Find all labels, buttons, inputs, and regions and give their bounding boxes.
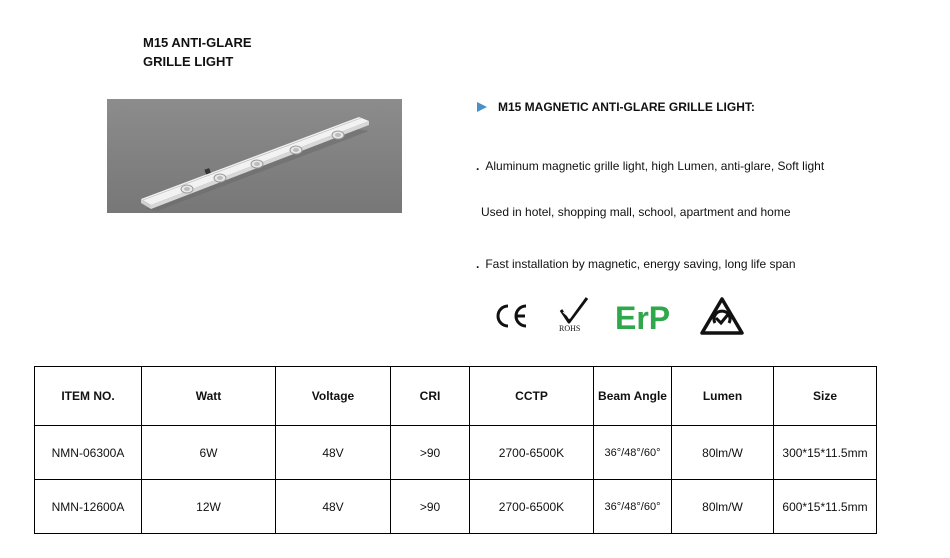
product-title bbox=[143, 33, 252, 71]
feature-bullet-1 bbox=[476, 158, 824, 174]
table-row bbox=[35, 426, 877, 480]
rcm-triangle-icon bbox=[699, 296, 745, 336]
product-title-line1: M15 ANTI-GLARE bbox=[143, 35, 252, 50]
cell-cctp: 2700-6500K bbox=[470, 426, 594, 480]
cell-beam-angle: 36°/48°/60° bbox=[594, 426, 672, 480]
cell-cri: >90 bbox=[391, 480, 470, 534]
cell-item-no: NMN-12600A bbox=[35, 480, 142, 534]
feature-heading-text: M15 MAGNETIC ANTI-GLARE GRILLE LIGHT: bbox=[498, 100, 755, 114]
rohs-logo bbox=[555, 296, 599, 341]
ce-mark-icon bbox=[493, 300, 529, 332]
cell-cri: >90 bbox=[391, 426, 470, 480]
cell-lumen: 80lm/W bbox=[672, 426, 774, 480]
header-item-no: ITEM NO. bbox=[35, 367, 142, 426]
cell-lumen: 80lm/W bbox=[672, 480, 774, 534]
header-cctp: CCTP bbox=[470, 367, 594, 426]
cell-voltage: 48V bbox=[276, 426, 391, 480]
cell-watt: 6W bbox=[142, 426, 276, 480]
table-header-row bbox=[35, 367, 877, 426]
cell-beam-angle: 36°/48°/60° bbox=[594, 480, 672, 534]
triangle-arrow-icon bbox=[477, 102, 487, 112]
header-watt: Watt bbox=[142, 367, 276, 426]
bullet-marker: . bbox=[476, 257, 480, 271]
feature-bullet-1-text: Aluminum magnetic grille light, high Lumen, anti-glare, Soft light bbox=[485, 159, 825, 173]
spec-table bbox=[34, 366, 877, 534]
cell-voltage: 48V bbox=[276, 480, 391, 534]
rcm-logo bbox=[699, 296, 745, 341]
cell-cctp: 2700-6500K bbox=[470, 480, 594, 534]
grille-light-illustration bbox=[107, 99, 402, 213]
header-voltage: Voltage bbox=[276, 367, 391, 426]
cell-watt: 12W bbox=[142, 480, 276, 534]
header-beam-angle: Beam Angle bbox=[594, 367, 672, 426]
cell-size: 600*15*11.5mm bbox=[774, 480, 877, 534]
product-photo bbox=[107, 99, 402, 213]
table-row bbox=[35, 480, 877, 534]
erp-logo: ErP bbox=[615, 300, 671, 336]
cell-size: 300*15*11.5mm bbox=[774, 426, 877, 480]
feature-heading bbox=[477, 99, 755, 115]
header-lumen: Lumen bbox=[672, 367, 774, 426]
header-size: Size bbox=[774, 367, 877, 426]
feature-bullet-2-text: Fast installation by magnetic, energy saving, long life span bbox=[485, 257, 796, 271]
feature-bullet-2 bbox=[476, 256, 796, 272]
rohs-label: ROHS bbox=[559, 324, 581, 333]
cell-item-no: NMN-06300A bbox=[35, 426, 142, 480]
product-title-line2: GRILLE LIGHT bbox=[143, 54, 234, 69]
ce-logo bbox=[493, 300, 529, 337]
header-cri: CRI bbox=[391, 367, 470, 426]
feature-line-usage: Used in hotel, shopping mall, school, apartment and home bbox=[481, 205, 791, 219]
bullet-marker: . bbox=[476, 159, 480, 173]
